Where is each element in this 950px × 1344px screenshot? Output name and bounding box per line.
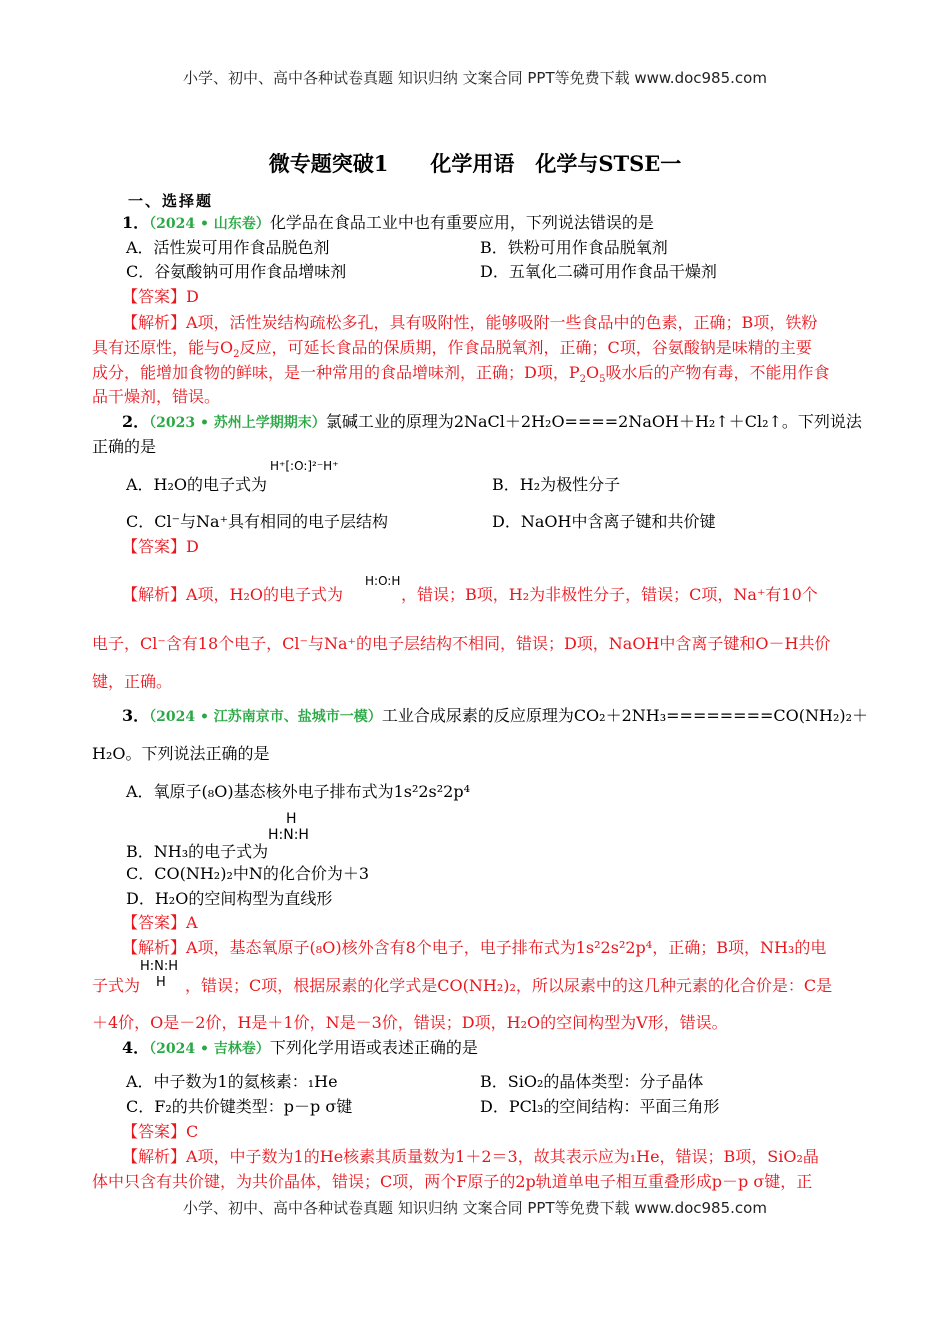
q1-option-c: C．谷氨酸钠可用作食品增味剂	[126, 262, 347, 281]
q1-stem-line	[122, 213, 654, 234]
q1-exp3c: 吸水后的产物有毒，不能用作食	[605, 363, 830, 382]
q1-option-a: A．活性炭可用作食品脱色剂	[126, 238, 330, 257]
q2-answer: 【答案】D	[122, 537, 199, 556]
q4-number: 4．	[122, 1038, 150, 1057]
section-heading: 一、选择题	[128, 192, 214, 210]
q3-exp-ef-top: H:N:H	[140, 959, 179, 974]
q4-explanation-1: 【解析】A项，中子数为1的He核素其质量数为1＋2＝3，故其表示应为₁He，错误；B项，SiO₂晶	[122, 1147, 819, 1166]
q2-exp-electron-formula: H:O:H	[365, 574, 401, 588]
q3-answer: 【答案】A	[122, 913, 198, 932]
q2-explanation-3: 键，正确。	[92, 672, 173, 691]
q1-exp3a: 成分，能增加食物的鲜味，是一种常用的食品增味剂，正确；D项，P	[92, 363, 580, 382]
q1-option-d: D．五氧化二磷可用作食品干燥剂	[480, 262, 717, 281]
q1-explanation-4: 品干燥剂，错误。	[92, 387, 221, 406]
page-footer: 小学、初中、高中各种试卷真题 知识归纳 文案合同 PPT等免费下载 www.doc985.com	[183, 1199, 767, 1217]
q1-explanation-1: 【解析】A项，活性炭结构疏松多孔，具有吸附性，能够吸附一些食品中的色素，正确；B项，铁粉	[122, 313, 818, 332]
q2-stem-line	[122, 412, 862, 433]
q2-option-d: D．NaOH中含离子键和共价键	[492, 512, 716, 531]
q3-exp2a: 子式为	[92, 976, 141, 995]
q1-answer: 【答案】D	[122, 287, 199, 306]
q1-source: （2024 • 山东卷）	[149, 216, 270, 232]
page-header: 小学、初中、高中各种试卷真题 知识归纳 文案合同 PPT等免费下载 www.doc985.com	[183, 69, 767, 87]
q3-stem-2: H₂O。下列说法正确的是	[92, 744, 270, 763]
q4-option-d: D．PCl₃的空间结构：平面三角形	[480, 1097, 720, 1116]
q2-explanation-2: 电子，Cl⁻含有18个电子，Cl⁻与Na⁺的电子层结构不相同，错误；D项，NaOH中含离子键和O－H共价	[92, 634, 831, 653]
q2-exp1a: 【解析】A项，H₂O的电子式为	[122, 585, 344, 604]
q2-stem: 氯碱工业的原理为2NaCl＋2H₂O====2NaOH＋H₂↑＋Cl₂↑。下列说法	[325, 412, 862, 431]
q3-explanation-2	[92, 976, 832, 996]
q2-option-b: B．H₂为极性分子	[492, 475, 621, 494]
q4-option-b: B．SiO₂的晶体类型：分子晶体	[480, 1072, 704, 1091]
q4-source: （2024 • 吉林卷）	[149, 1041, 270, 1057]
q3-explanation-3: ＋4价，O是－2价，H是＋1价，N是－3价，错误；D项，H₂O的空间构型为V形，错误。	[92, 1013, 728, 1032]
q2-option-c: C．Cl⁻与Na⁺具有相同的电子层结构	[126, 512, 389, 531]
q3-ef-middle: H:N:H	[268, 827, 309, 843]
q1-option-b: B．铁粉可用作食品脱氧剂	[480, 238, 668, 257]
page-title: 微专题突破1 化学用语 化学与STSE一	[268, 151, 682, 176]
q3-option-c: C．CO(NH₂)₂中N的化合价为＋3	[126, 864, 370, 883]
q2-stem-2: 正确的是	[92, 437, 157, 456]
q2-source: （2023 • 苏州上学期期末）	[149, 415, 326, 431]
q3-source: （2024 • 江苏南京市、盐城市一模）	[149, 709, 382, 725]
q4-option-c: C．F₂的共价键类型：p－p σ键	[126, 1097, 353, 1116]
q1-exp2b: 反应，可延长食品的保质期，作食品脱氧剂，正确；C项，谷氨酸钠是味精的主要	[239, 338, 812, 357]
q3-stem: 工业合成尿素的反应原理为CO₂＋2NH₃========CO(NH₂)₂＋	[381, 706, 869, 725]
q1-number: 1．	[122, 213, 150, 232]
q1-exp2a: 具有还原性，能与O	[92, 338, 234, 357]
q3-ef-top: H	[286, 811, 297, 827]
q3-exp-ef-bottom: H	[156, 975, 166, 990]
q3-option-a: A．氧原子(₈O)基态核外电子排布式为1s²2s²2p⁴	[126, 782, 471, 801]
q3-option-b: B．NH₃的电子式为	[126, 842, 269, 861]
q4-option-a: A．中子数为1的氦核素：₁He	[126, 1072, 338, 1091]
q3-option-d: D．H₂O的空间构型为直线形	[126, 889, 333, 908]
q2-exp1b: ，错误；B项，H₂为非极性分子，错误；C项，Na⁺有10个	[401, 585, 818, 604]
q4-answer: 【答案】C	[122, 1122, 199, 1141]
q2-option-a: A．H₂O的电子式为	[126, 475, 268, 494]
q3-number: 3．	[122, 706, 150, 725]
q3-explanation-1: 【解析】A项，基态氧原子(₈O)核外含有8个电子，电子排布式为1s²2s²2p⁴，正确；B项，NH₃的电	[122, 938, 827, 957]
q1-explanation-3: 成分，能增加食物的鲜味，是一种常用的食品增味剂，正确；D项，$P_2O_5$吸水后的产物有毒，不能用作食	[92, 363, 830, 386]
q3-exp2b: ，错误；C项，根据尿素的化学式是CO(NH₂)₂，所以尿素中的这几种元素的化合价是：C是	[185, 976, 833, 995]
q3-stem-line	[122, 706, 868, 727]
q4-stem-line	[122, 1038, 478, 1059]
q1-stem: 化学品在食品工业中也有重要应用，下列说法错误的是	[269, 213, 654, 232]
q2-explanation-1	[122, 585, 818, 605]
q4-stem: 下列化学用语或表述正确的是	[269, 1038, 478, 1057]
q2-number: 2．	[122, 412, 150, 431]
q1-explanation-2: 具有还原性，能与$O_2$反应，可延长食品的保质期，作食品脱氧剂，正确；C项，谷氨酸钠是味精的主要	[92, 338, 812, 361]
q1-exp3b: O	[585, 363, 600, 382]
q2-electron-formula-a: H⁺[:O:]²⁻H⁺	[270, 459, 339, 473]
q4-explanation-2: 体中只含有共价键，为共价晶体，错误；C项，两个F原子的2p轨道单电子相互重叠形成p－p σ键，正	[92, 1172, 813, 1191]
